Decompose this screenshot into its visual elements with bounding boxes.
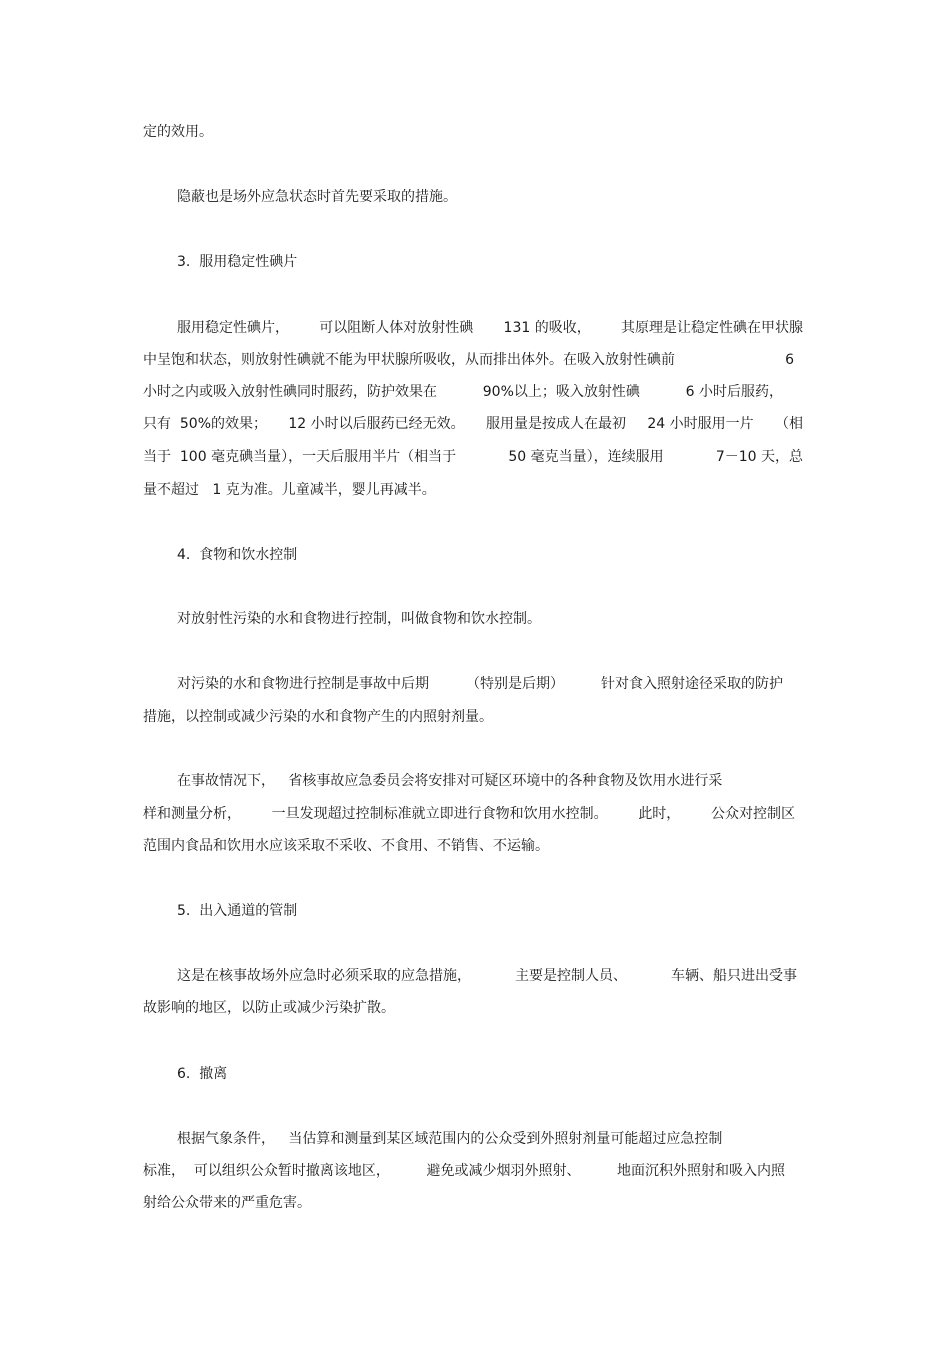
- paragraph-line: 在事故情况下， 省核事故应急委员会将安排对可疑区环境中的各种食物及饮用水进行采: [177, 773, 723, 789]
- paragraph-line: [143, 350, 794, 370]
- text-segment: 12 小时以后服药已经无效。: [288, 416, 465, 432]
- text-segment: 131 的吸收，: [503, 320, 591, 336]
- paragraph-line: 隐蔽也是场外应急状态时首先要采取的措施。: [177, 189, 457, 205]
- text-segment: 一旦发现超过控制标准就立即进行食物和饮用水控制。: [271, 806, 608, 822]
- paragraph-line: 量不超过 1 克为准。儿童减半，婴儿再减半。: [143, 482, 436, 498]
- paragraph-line: 范围内食品和饮用水应该采取不采收、不食用、不销售、不运输。: [143, 838, 549, 854]
- text-segment: （特别是后期）: [466, 676, 564, 692]
- text-segment: 24 小时服用一片: [647, 416, 754, 432]
- text-segment: 针对食入照射途径采取的防护: [601, 676, 783, 692]
- text-segment: 标准， 可以组织公众暂时撤离该地区，: [143, 1163, 390, 1179]
- text-segment: 只有 50%的效果；: [143, 416, 268, 432]
- paragraph-line: 措施，以控制或减少污染的水和食物产生的内照射剂量。: [143, 709, 493, 725]
- text-segment: 此时，: [638, 806, 681, 822]
- paragraph-line: [177, 966, 797, 986]
- paragraph-line: [143, 382, 783, 402]
- paragraph-line: [143, 414, 803, 434]
- text-segment: 当于 100 毫克碘当量），一天后服用半片（相当于: [143, 449, 457, 465]
- text-segment: 6: [785, 352, 794, 368]
- section-heading: 4. 食物和饮水控制: [177, 547, 298, 563]
- text-segment: 90%以上；吸入放射性碘: [482, 384, 640, 400]
- text-segment: 车辆、船只进出受事: [671, 968, 797, 984]
- section-heading: 3. 服用稳定性碘片: [177, 254, 298, 270]
- section-heading: 5. 出入通道的管制: [177, 903, 298, 919]
- text-segment: 服用量是按成人在最初: [486, 416, 627, 432]
- text-segment: 中呈饱和状态，则放射性碘就不能为甲状腺所吸收，从而排出体外。在吸入放射性碘前: [143, 352, 675, 368]
- paragraph-line: [143, 804, 795, 824]
- text-segment: 公众对控制区: [710, 806, 795, 822]
- text-segment: 小时之内或吸入放射性碘同时服药，防护效果在: [143, 384, 437, 400]
- paragraph-line: [177, 674, 783, 694]
- paragraph-line: 根据气象条件， 当估算和测量到某区域范围内的公众受到外照射剂量可能超过应急控制: [177, 1131, 723, 1147]
- paragraph-line: 定的效用。: [143, 124, 213, 140]
- text-segment: 地面沉积外照射和吸入内照: [617, 1163, 785, 1179]
- text-segment: 50 毫克当量），连续服用: [508, 449, 664, 465]
- text-segment: 样和测量分析，: [143, 806, 241, 822]
- text-segment: 这是在核事故场外应急时必须采取的应急措施，: [177, 968, 471, 984]
- text-segment: 避免或减少烟羽外照射、: [426, 1163, 581, 1179]
- text-segment: 对污染的水和食物进行控制是事故中后期: [177, 676, 429, 692]
- paragraph-line: [177, 318, 803, 338]
- paragraph-line: [143, 1161, 785, 1181]
- paragraph-line: 故影响的地区，以防止或减少污染扩散。: [143, 1000, 395, 1016]
- text-segment: 7－10 天，总: [715, 449, 803, 465]
- paragraph-line: [143, 447, 803, 467]
- paragraph-line: 对放射性污染的水和食物进行控制，叫做食物和饮水控制。: [177, 611, 541, 627]
- text-segment: 其原理是让稳定性碘在甲状腺: [620, 320, 803, 336]
- text-segment: 可以阻断人体对放射性碘: [319, 320, 474, 336]
- text-segment: 主要是控制人员、: [515, 968, 627, 984]
- section-heading: 6. 撤离: [177, 1066, 228, 1082]
- text-segment: 服用稳定性碘片，: [177, 320, 289, 336]
- text-segment: 6 小时后服药，: [685, 384, 783, 400]
- text-segment: （相: [775, 416, 803, 432]
- paragraph-line: 射给公众带来的严重危害。: [143, 1195, 311, 1211]
